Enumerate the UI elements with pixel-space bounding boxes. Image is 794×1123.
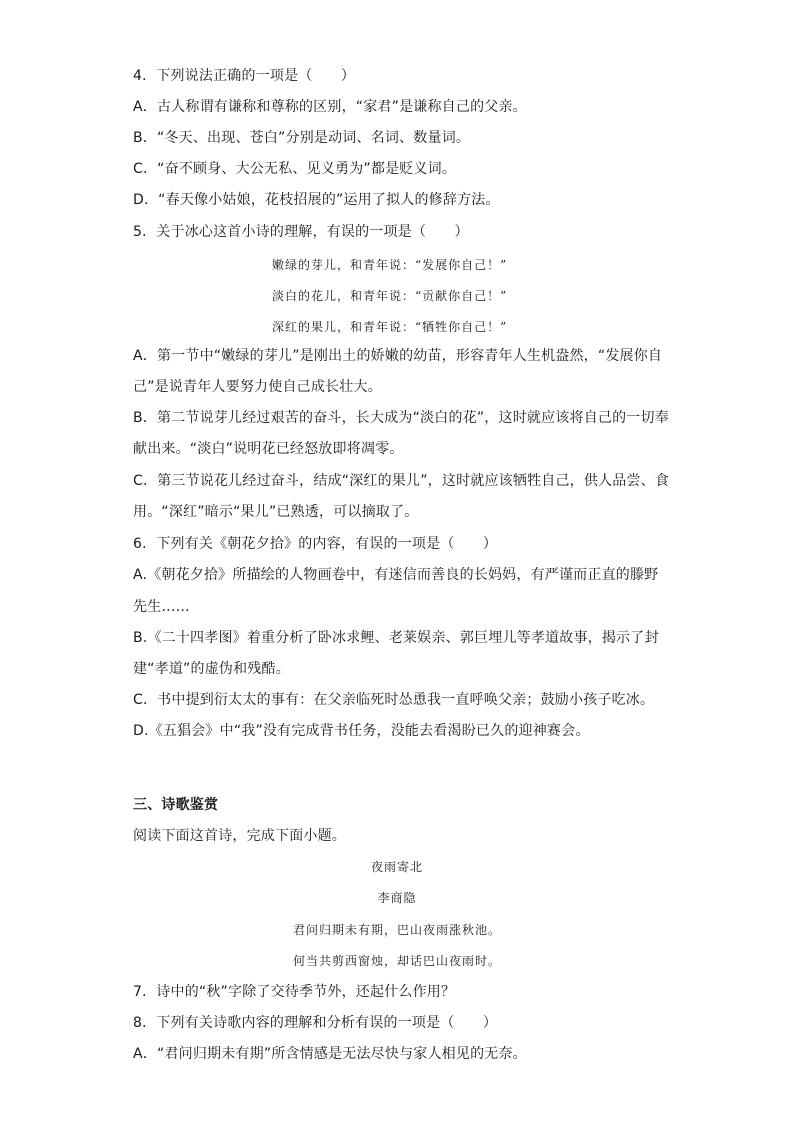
q4-option-c: C．“奋不顾身、大公无私、见义勇为”都是贬义词。 bbox=[133, 161, 457, 177]
q5-option-c-line2: 用。“深红”暗示“果儿”已熟透，可以摘取了。 bbox=[133, 504, 419, 520]
q7-stem: 7．诗中的“秋”字除了交待季节外，还起什么作用？ bbox=[133, 984, 456, 1000]
q4-stem: 4．下列说法正确的一项是（ ） bbox=[133, 68, 356, 84]
poem-author: 李商隐 bbox=[377, 891, 417, 905]
q4-option-a: A．古人称谓有谦称和尊称的区别，“家君”是谦称自己的父亲。 bbox=[133, 99, 527, 115]
q5-stem: 5．关于冰心这首小诗的理解，有误的一项是（ ） bbox=[133, 224, 469, 240]
q5-option-b-line1: B．第二节说芽儿经过艰苦的奋斗，长大成为“淡白的花”，这时就应该将自己的一切奉 bbox=[133, 410, 669, 426]
q6-stem: 6．下列有关《朝花夕拾》的内容，有误的一项是（ ） bbox=[133, 536, 498, 552]
poem-title: 夜雨寄北 bbox=[370, 860, 423, 874]
q6-option-b-line2: 建“孝道”的虚伪和残酷。 bbox=[133, 661, 290, 677]
q5-poem-line: 深红的果儿，和青年说：“牺牲你自己！” bbox=[272, 320, 508, 334]
q6-option-b-line1: B.《二十四孝图》着重分析了卧冰求鲤、老莱娱亲、郭巨埋儿等孝道故事，揭示了封 bbox=[133, 630, 659, 646]
section-heading: 三、诗歌鉴赏 bbox=[133, 797, 219, 813]
q4-option-d: D．“春天像小姑娘，花枝招展的”运用了拟人的修辞方法。 bbox=[133, 192, 500, 208]
q6-option-c: C．书中提到衍太太的事有：在父亲临死时怂恿我一直呼唤父亲；鼓励小孩子吃冰。 bbox=[133, 692, 655, 708]
q5-option-a-line2: 己”是说青年人要努力使自己成长壮大。 bbox=[133, 379, 382, 395]
q5-poem-line: 嫩绿的芽儿，和青年说：“发展你自己！” bbox=[272, 258, 508, 272]
q6-option-a-line1: A.《朝花夕拾》所描绘的人物画卷中，有迷信而善良的长妈妈，有严谨而正直的滕野 bbox=[133, 567, 659, 583]
q8-stem: 8．下列有关诗歌内容的理解和分析有误的一项是（ ） bbox=[133, 1015, 498, 1031]
poem-line: 君问归期未有期，巴山夜雨涨秋池。 bbox=[292, 923, 501, 937]
q5-option-a-line1: A．第一节中“嫩绿的芽儿”是刚出土的娇嫩的幼苗，形容青年人生机盎然，“发展你自 bbox=[133, 348, 663, 364]
section-intro: 阅读下面这首诗，完成下面小题。 bbox=[133, 828, 346, 844]
q8-option-a: A．“君问归期未有期”所含情感是无法尽快与家人相见的无奈。 bbox=[133, 1046, 527, 1062]
q5-option-b-line2: 献出来。“淡白”说明花已经怒放即将凋零。 bbox=[133, 441, 404, 457]
q4-option-b: B．“冬天、出现、苍白”分别是动词、名词、数量词。 bbox=[133, 130, 471, 146]
poem-line: 何当共剪西窗烛，却话巴山夜雨时。 bbox=[292, 954, 501, 968]
q6-option-d: D.《五猖会》中“我”没有完成背书任务，没能去看渴盼已久的迎神赛会。 bbox=[133, 723, 590, 739]
q6-option-a-line2: 先生…… bbox=[133, 599, 190, 615]
q5-option-c-line1: C．第三节说花儿经过奋斗，结成“深红的果儿”，这时就应该牺牲自己，供人品尝、食 bbox=[133, 473, 670, 489]
q5-poem-line: 淡白的花儿，和青年说：“贡献你自己！” bbox=[272, 289, 508, 303]
